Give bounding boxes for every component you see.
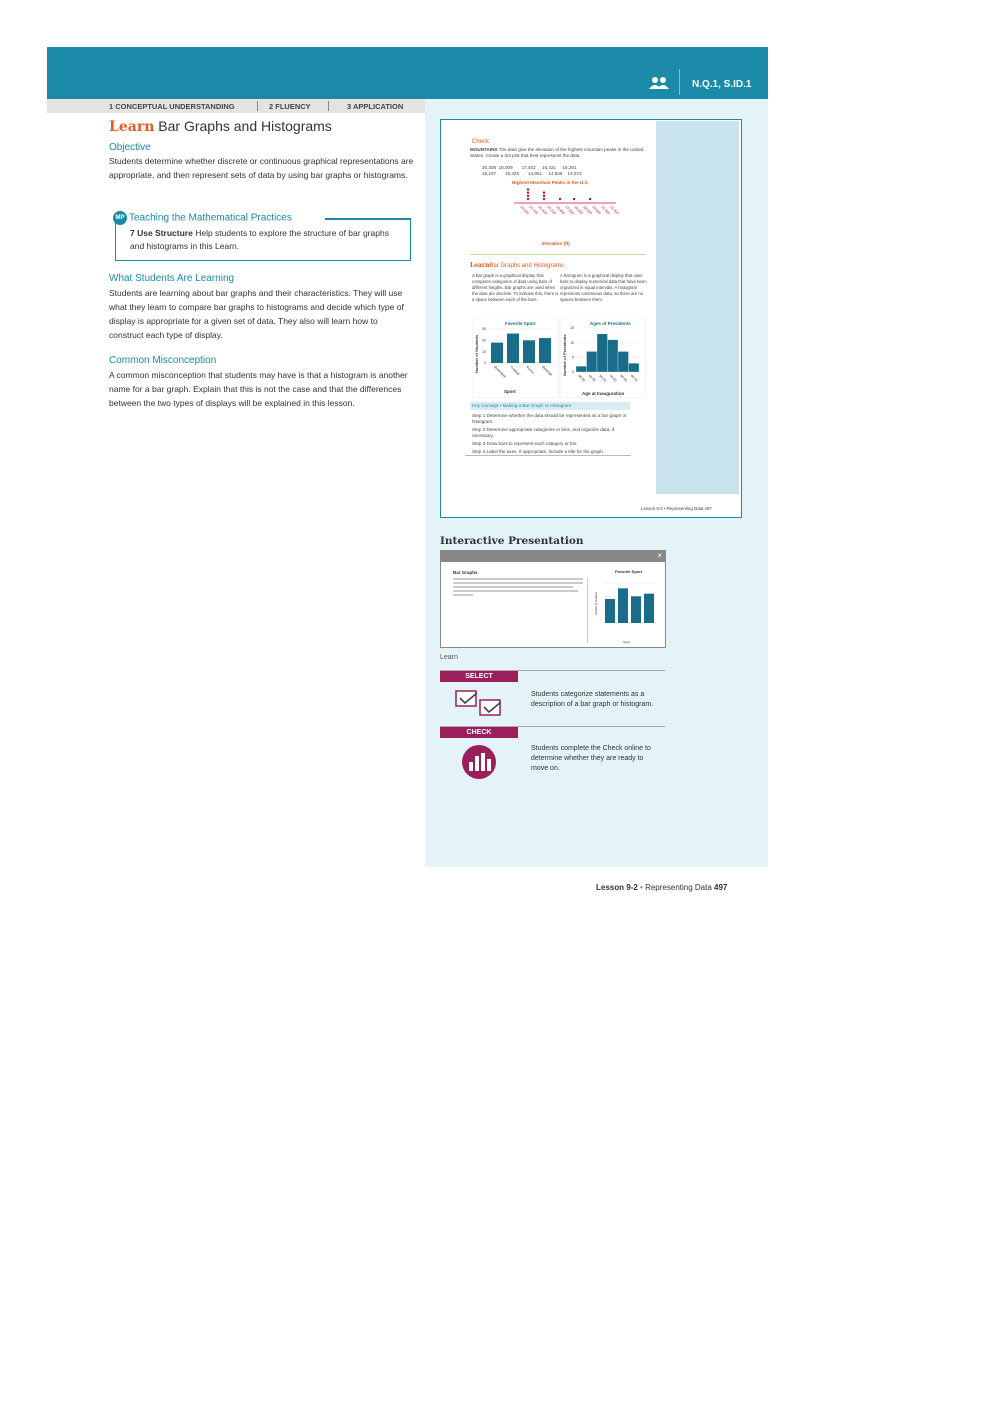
dotplot-tick-label: 14,700 — [528, 204, 539, 216]
x-tick-label: Basketball — [493, 364, 507, 379]
header-divider — [679, 69, 680, 95]
dotplot-tick-label: 19,600 — [591, 204, 602, 216]
tab-fluency[interactable]: 2 FLUENCY — [269, 102, 311, 111]
window-titlebar — [441, 551, 665, 562]
dot — [589, 198, 591, 200]
histogram-bar — [608, 340, 619, 372]
bar — [523, 340, 535, 363]
thumb-dotplot — [510, 187, 620, 245]
bin-label: 50-55 — [598, 373, 608, 383]
footer-bullet: • — [640, 883, 643, 892]
footer-page: 497 — [714, 883, 728, 892]
learning-text: Students are learning about bar graphs and their characteristics. They will use what they learn to compare bar graphs to histograms and decide which type of display is appropriate for a given set of data. They also will learn how to construct each type of display. — [109, 288, 404, 340]
x-tick-label: Soccer — [525, 364, 536, 375]
tab-divider — [257, 101, 258, 111]
dot — [573, 198, 575, 200]
thumb-footer: Lesson 9-2 • Representing Data 497 — [641, 506, 712, 511]
thumb-learn-heading: LearnBar Graphs and Histograms — [470, 262, 564, 269]
misconception-heading: Common Misconception — [109, 355, 217, 366]
tab-divider — [328, 101, 329, 111]
slide-chart-title: Favorite Sport — [615, 569, 643, 574]
dotplot-tick-label: 20,300 — [600, 204, 611, 216]
thumb-dotplot-axis: Elevation (ft) — [542, 241, 570, 246]
dotplot-tick-label: 17,500 — [564, 204, 575, 216]
bar — [491, 343, 503, 363]
thumb-dotplot-title: Highest Mountain Peaks in the U.S. — [512, 180, 589, 185]
slide-bar — [631, 596, 641, 623]
thumb-divider — [470, 254, 646, 255]
thumb-histogram-definition: A histogram is a graphical display that uses bars to display numerical data that have been organized in equal intervals. A histogram represents continuous data, so there are no spaces between them. — [560, 273, 647, 302]
objective-text: Students determine whether discrete or continuous graphical representations are appropriate, and then represent sets of data by using bar graphs or histograms. — [109, 156, 414, 180]
page-title — [109, 118, 414, 135]
page-footer — [596, 883, 727, 892]
select-checkbox-icon[interactable] — [455, 690, 501, 718]
practices-heading: MP Teaching the Mathematical Practices — [113, 211, 292, 225]
step-4: Step 4 Label the axes. If appropriate, include a title for the graph. — [472, 449, 605, 454]
thumb-steps-rule — [465, 455, 631, 456]
slide-chart — [591, 567, 661, 647]
y-tick-label: 10 — [482, 349, 486, 354]
dot — [527, 191, 529, 193]
slide-bar — [618, 588, 628, 623]
mp-badge-icon: MP — [113, 211, 127, 225]
thumb-data-row-1: 20,308 18,009 17,402 16,421 16,391 — [482, 165, 577, 170]
dot — [559, 198, 561, 200]
histogram-bar — [629, 363, 640, 372]
bar-chart-xlabel: Sport — [504, 389, 516, 394]
step-1: Step 1 Determine whether the data should be represented as a bar graph or histogram. — [472, 413, 627, 424]
presentation-caption: Learn — [440, 654, 458, 661]
misconception-text: A common misconception that students may have is that a histogram is another name for a bar graph. Explain that this is not the case and that the differences between the two types of displays will be explained in this lesson. — [109, 370, 408, 408]
slide-divider — [587, 578, 588, 643]
slide-chart-ylabel: Number of Students — [595, 591, 598, 615]
y-tick-label: 30 — [482, 327, 486, 332]
close-icon[interactable]: × — [657, 551, 662, 560]
x-tick-label: Football — [509, 364, 521, 377]
practices-box — [115, 218, 411, 261]
thumb-charts — [472, 318, 646, 398]
practices-text: 7 Use Structure Help students to explore the structure of bar graphs and histograms in this Learn. — [130, 228, 389, 251]
standards-label: N.Q.1, S.ID.1 — [692, 79, 752, 90]
y-tick-label: 0 — [484, 361, 486, 366]
bar-chart-title: Favorite Sport — [505, 321, 536, 326]
y-tick-label: 5 — [572, 355, 574, 360]
learn-label: Learn — [109, 119, 155, 135]
bar-chart-check-icon[interactable] — [461, 744, 497, 780]
dot — [543, 191, 545, 193]
check-description: Students complete the Check online to determine whether they are ready to move on. — [531, 745, 651, 772]
dot — [543, 198, 545, 200]
objective-heading: Objective — [109, 142, 151, 153]
x-tick-label: Baseball — [541, 364, 554, 377]
histogram-bar — [576, 366, 587, 372]
y-tick-label: 15 — [570, 326, 574, 331]
slide-title: Bar Graphs — [453, 570, 478, 575]
slide-text-lines — [453, 578, 583, 596]
bin-label: 45-50 — [587, 373, 597, 383]
group-icon — [649, 76, 669, 90]
footer-title: Representing Data — [645, 883, 712, 892]
thumbnail-margin — [656, 121, 739, 494]
select-description: Students categorize statements as a description of a bar graph or histogram. — [531, 691, 654, 708]
hist-chart-xlabel: Age at Inauguration — [582, 391, 625, 396]
slide-bar — [644, 594, 654, 623]
dot — [527, 198, 529, 200]
dot — [527, 195, 529, 197]
tab-conceptual-understanding[interactable]: 1 CONCEPTUAL UNDERSTANDING — [109, 102, 235, 111]
misconception-section — [109, 355, 414, 410]
dotplot-tick-label: 15,400 — [537, 204, 548, 216]
bar — [539, 338, 551, 363]
learning-heading: What Students Are Learning — [109, 273, 235, 284]
teacher-notes-column — [109, 118, 414, 182]
bar — [507, 334, 519, 363]
bin-label: 60-65 — [619, 373, 629, 383]
y-tick-label: 20 — [482, 338, 486, 343]
dotplot-tick-label: 16,100 — [546, 204, 557, 216]
dotplot-tick-label: 21,000 — [609, 204, 620, 216]
dotplot-tick-label: 14,000 — [519, 204, 530, 216]
check-tag: CHECK — [440, 727, 518, 738]
thumb-mountains-text: MOUNTAINS The data give the elevation of the highest mountain peaks in the United States. Create a dot plot that best represents the data. — [470, 147, 644, 158]
hist-chart-title: Ages of Presidents — [590, 321, 631, 326]
hist-chart-ylabel: Number of Presidents — [562, 334, 567, 376]
bin-label: 40-45 — [577, 373, 587, 383]
bar-chart-ylabel: Number of Students — [474, 334, 479, 373]
bin-label: 55-60 — [608, 373, 618, 383]
slide-bar — [605, 599, 615, 623]
histogram-bar — [618, 351, 629, 372]
key-concept-title: Key Concept • Making a Bar Graph or Histogram — [472, 403, 572, 408]
select-tag: SELECT — [440, 671, 518, 682]
dot — [527, 188, 529, 190]
dotplot-tick-label: 16,800 — [555, 204, 566, 216]
learning-section — [109, 273, 414, 342]
thumb-data-row-2: 16,237 15,325 14,951 14,829 14,573 — [482, 171, 582, 176]
key-concept-steps — [472, 413, 628, 455]
dotplot-tick-label: 18,900 — [582, 204, 593, 216]
bin-label: 65-70 — [629, 373, 639, 383]
dotplot-tick-label: 18,200 — [573, 204, 584, 216]
histogram-bar — [597, 334, 608, 372]
tab-application[interactable]: 3 APPLICATION — [347, 102, 404, 111]
interactive-window[interactable] — [440, 550, 666, 648]
dot — [543, 195, 545, 197]
footer-lesson: Lesson 9-2 — [596, 883, 638, 892]
slide-chart-xlabel: Sport — [623, 640, 631, 644]
y-tick-label: 10 — [570, 340, 574, 345]
mode-tab-strip — [47, 99, 425, 113]
lesson-title: Bar Graphs and Histograms — [158, 118, 332, 134]
step-3: Step 3 Draw bars to represent each category or bin. — [472, 441, 578, 446]
y-tick-label: 0 — [572, 370, 574, 375]
step-2: Step 2 Determine appropriate categories or bins, and organize data, if necessary. — [472, 427, 614, 438]
histogram-bar — [587, 351, 598, 372]
top-header-bar — [47, 47, 768, 99]
thumb-bar-definition: A bar graph is a graphical display that compares categories of data using bars of different heights. Bar graphs are used when the data are discrete. To indicate this, there is a space between each of the bars. — [472, 273, 559, 302]
interactive-heading: Interactive Presentation — [440, 535, 584, 547]
thumb-check-label: Check — [472, 139, 490, 145]
